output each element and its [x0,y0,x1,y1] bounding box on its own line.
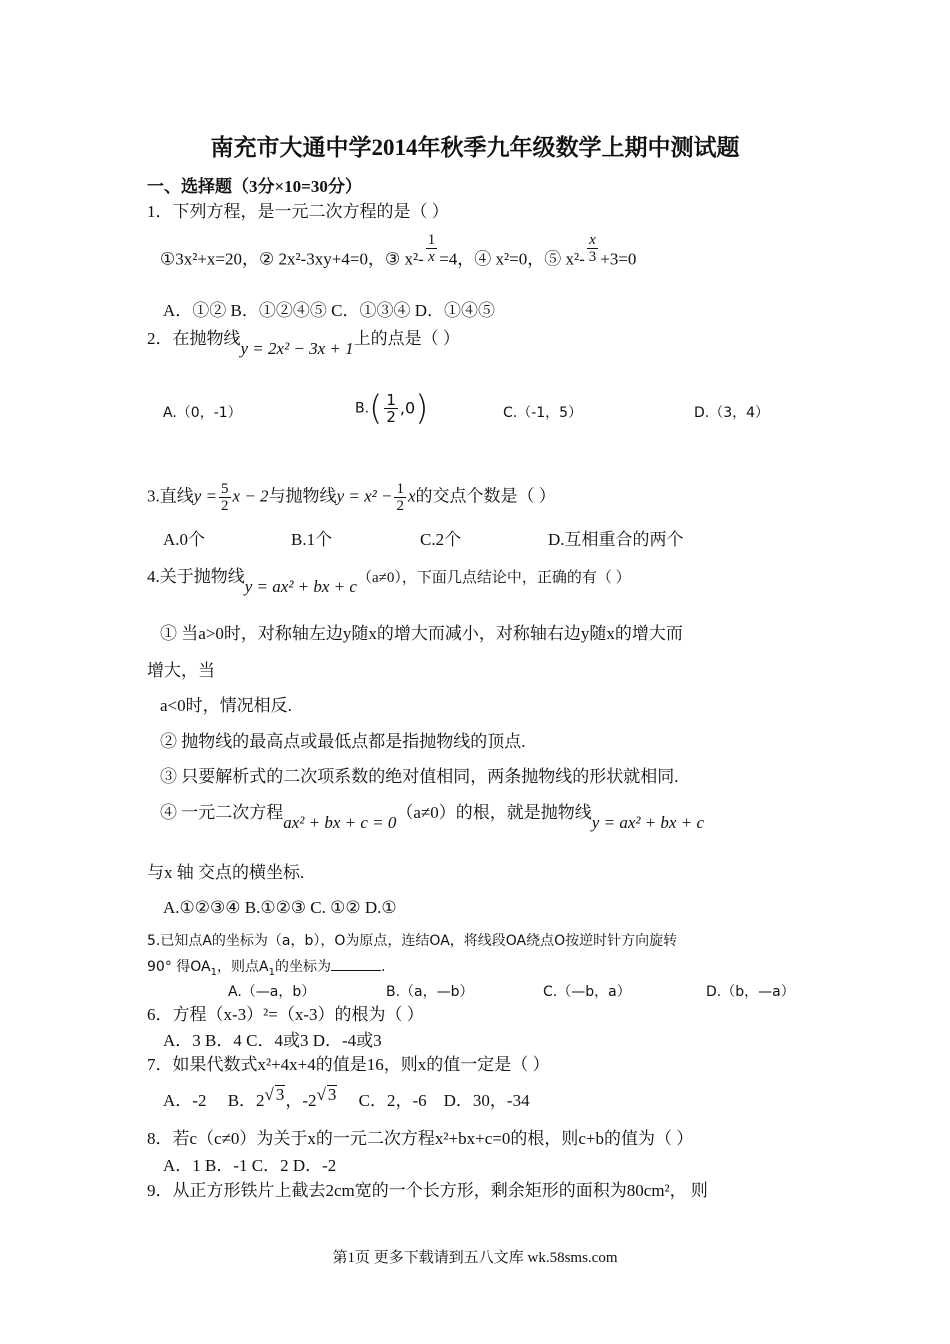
q3-stem-prefix: 3.直线 [147,486,194,506]
q3-option-c: C.2个 [420,530,462,549]
q3-fraction-1: $\frac{5}{2}$ [221,481,229,514]
q3-fraction-2: $\frac{1}{2}$ [396,481,404,514]
q2-option-a: A.（0，-1） [163,405,242,421]
q7-radicand-2: 3 [327,1085,337,1104]
q5-line-2-end: . [380,959,386,975]
q1-eq2: ② 2x²-3xy+4=0， [259,249,385,269]
q3-x: x [407,486,416,506]
q1-eq1: ①3x²+x=20， [160,249,260,269]
right-paren: ) [415,388,429,429]
sqrt-sign-icon: √ [264,1085,274,1104]
q5-option-c: C.（—b，a） [543,984,631,1000]
q1-eq5-prefix: ⑤ x²- [544,249,585,269]
q2-formula: y = 2x² − 3x + 1 [240,339,354,358]
question-3-stem [147,481,556,514]
q1-eq3-fraction: $\frac{1}{x}$ [427,232,436,265]
q2-option-b-rest: ,0 [399,398,416,418]
q1-eq3-prefix: ③ x²- [384,249,424,269]
q4-item-2: ② 抛物线的最高点或最低点都是指抛物线的顶点. [160,732,526,751]
question-7-stem: 7．如果代数式x²+4x+4的值是16，则x的值一定是（ ） [147,1055,550,1074]
question-6-options: A．3 B．4 C．4或3 D．-4或3 [163,1031,382,1050]
question-1-stem: 1．下列方程，是一元二次方程的是（ ） [147,202,449,221]
q5-option-a: A.（—a，b） [228,984,316,1000]
q3-y-eq: y = [193,486,218,506]
question-5-line-2 [147,956,385,978]
q4-stem-prefix: 4.关于抛物线 [147,567,245,586]
question-1-equations [160,232,637,277]
q3-line-tail: x − 2 [232,486,269,506]
q4-item-4-prefix: ④ 一元二次方程 [160,803,284,822]
q7-option-a: A．-2 [163,1091,207,1110]
q4-item-4 [160,802,704,832]
q1-eq3-suffix: =4， [439,249,475,269]
q5-option-d: D.（b，—a） [706,984,795,1000]
q4-item-4-formula: y = ax² + bx + c [591,813,704,832]
q5-line-2-prefix: 90° 得OA [147,959,211,975]
q7-option-b-prefix: B．2 [227,1091,265,1110]
q3-stem-suffix: 的交点个数是（ ） [415,486,556,506]
page-title: 南充市大通中学2014年秋季九年级数学上期中测试题 [210,135,740,160]
question-2-stem [147,328,460,358]
q4-item-1b: 增大，当 [147,661,215,680]
q4-formula: y = ax² + bx + c [244,577,357,596]
q2-option-b-label: B. [355,400,370,417]
question-6-stem: 6．方程（x-3）²=（x-3）的根为（ ） [147,1005,424,1024]
q1-eq5-fraction: $\frac{x}{3}$ [588,232,597,265]
q5-subscript-2: 1 [268,966,275,978]
q5-line-2-middle: ，则点A [217,959,269,975]
q7-option-c: C．2，-6 [358,1091,427,1110]
q1-eq4: ④ x²=0， [474,249,545,269]
q3-option-a: A.0个 [163,530,206,549]
section-heading: 一、选择题（3分×10=30分） [147,177,362,196]
q5-line-2-suffix: 的坐标为 [274,959,331,975]
answer-blank [331,956,381,971]
q2-option-b [355,388,429,429]
question-5-line-1: 5.已知点A的坐标为（a，b），O为原点，连结OA，将线段OA绕点O按逆时针方向旋转 [147,933,678,949]
q4-item-4-tail: 与x 轴 交点的横坐标. [147,863,305,882]
question-7-options [163,1085,530,1112]
question-8-options: A．1 B．-1 C．2 D．-2 [163,1156,337,1175]
question-4-stem [147,566,631,596]
q3-parabola: y = x² − [336,486,393,506]
q3-option-b: B.1个 [291,530,333,549]
q7-option-d: D．30，-34 [443,1091,530,1110]
q2-stem-suffix: 上的点是（ ） [353,329,460,348]
q4-item-4-equation: ax² + bx + c = 0 [283,813,397,832]
q3-connector: 与抛物线 [268,486,337,506]
left-paren: ( [369,388,383,429]
q4-item-3: ③ 只要解析式的二次项系数的绝对值相同，两条抛物线的形状就相同. [160,767,679,786]
q7-radicand-1: 3 [275,1085,285,1104]
q4-item-4-middle: （a≠0）的根，就是抛物线 [396,803,592,822]
q7-option-b-middle: ，-2 [285,1091,317,1110]
q5-subscript-1: 1 [210,966,217,978]
q3-option-d: D.互相重合的两个 [548,530,684,549]
q5-option-b: B.（a，—b） [386,984,474,1000]
q2-option-d: D.（3，4） [694,405,770,421]
q2-option-c: C.（-1，5） [503,405,583,421]
q4-item-1c: a<0时，情况相反. [160,696,292,715]
question-1-options: A．①② B．①②④⑤ C．①③④ D．①④⑤ [163,301,495,320]
question-9-stem: 9．从正方形铁片上截去2cm宽的一个长方形，剩余矩形的面积为80cm²， 则 [147,1181,708,1200]
page-footer: 第1页 更多下载请到五八文库 wk.58sms.com [332,1250,618,1266]
question-8-stem: 8．若c（c≠0）为关于x的一元二次方程x²+bx+c=0的根，则c+b的值为（ ） [147,1129,694,1148]
q2-option-b-fraction: $\frac{1}{2}$ [386,391,396,426]
q1-eq5-suffix: +3=0 [600,249,637,269]
q2-stem-prefix: 2．在抛物线 [147,329,241,348]
q4-item-1a: ① 当a>0时，对称轴左边y随x的增大而减小，对称轴右边y随x的增大而 [160,624,683,643]
sqrt-sign-icon-2: √ [316,1085,326,1104]
q4-stem-suffix: （a≠0），下面几点结论中，正确的有（ ） [356,570,631,586]
question-4-options: A.①②③④ B.①②③ C. ①② D.① [163,898,397,917]
